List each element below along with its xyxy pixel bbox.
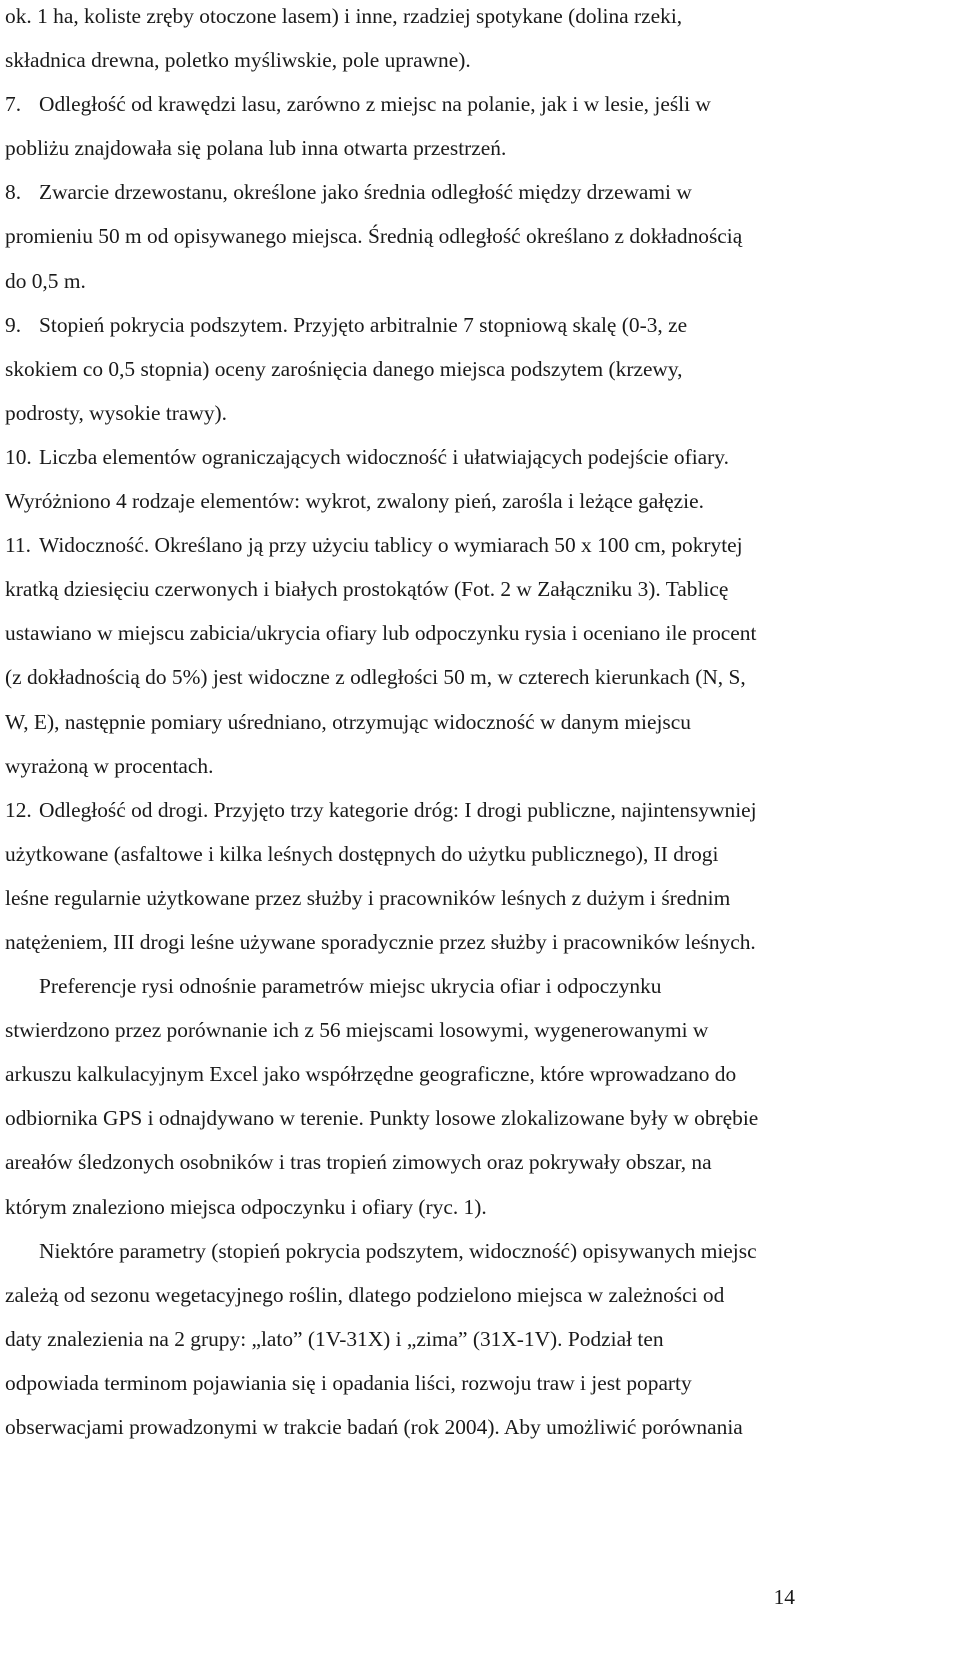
text-line: promieniu 50 m od opisywanego miejsca. Średnią odległość określano z dokładnością [5, 224, 743, 249]
text-line: wyrażoną w procentach. [5, 753, 214, 778]
text-line: daty znalezienia na 2 grupy: „lato” (1V-31X) i „zima” (31X-1V). Podział ten [5, 1326, 664, 1351]
text-line: składnica drewna, poletko myśliwskie, pole uprawne). [5, 48, 471, 73]
text-line: Widoczność. Określano ją przy użyciu tablicy o wymiarach 50 x 100 cm, pokrytej [39, 533, 743, 558]
text-line: skokiem co 0,5 stopnia) oceny zarośnięcia danego miejsca podszytem (krzewy, [5, 356, 683, 381]
text-line: natężeniem, III drogi leśne używane sporadycznie przez służby i pracowników leśnych. [5, 929, 756, 954]
text-line: odpowiada terminom pojawiania się i opadania liści, rozwoju traw i jest poparty [5, 1370, 692, 1395]
text-line: Odległość od krawędzi lasu, zarówno z miejsc na polanie, jak i w lesie, jeśli w [39, 92, 711, 117]
text-line: do 0,5 m. [5, 268, 86, 293]
list-number: 7. [5, 92, 22, 117]
text-line: W, E), następnie pomiary uśredniano, otrzymując widoczność w danym miejscu [5, 709, 691, 734]
paragraph-start: Preferencje rysi odnośnie parametrów miejsc ukrycia ofiar i odpoczynku [39, 974, 662, 999]
text-line: kratką dziesięciu czerwonych i białych prostokątów (Fot. 2 w Załączniku 3). Tablicę [5, 577, 729, 602]
page-number: 14 [773, 1585, 795, 1609]
list-number: 12. [5, 797, 32, 822]
text-line: Liczba elementów ograniczających widoczność i ułatwiających podejście ofiary. [39, 444, 729, 469]
list-number: 10. [5, 444, 32, 469]
list-number: 9. [5, 312, 22, 337]
text-line: którym znaleziono miejsca odpoczynku i ofiary (ryc. 1). [5, 1194, 487, 1219]
list-item-12 [5, 788, 910, 832]
text-line: Odległość od drogi. Przyjęto trzy kategorie dróg: I drogi publiczne, najintensywniej [39, 797, 757, 822]
text-line: odbiornika GPS i odnajdywano w terenie. Punkty losowe zlokalizowane były w obrębie [5, 1106, 759, 1131]
list-number: 11. [5, 533, 31, 558]
text-line: stwierdzono przez porównanie ich z 56 miejscami losowymi, wygenerowanymi w [5, 1018, 709, 1043]
text-line: arkuszu kalkulacyjnym Excel jako współrzędne geograficzne, które wprowadzano do [5, 1062, 737, 1087]
list-item-11 [5, 523, 910, 567]
text-line: obserwacjami prowadzonymi w trakcie badań (rok 2004). Aby umożliwić porównania [5, 1415, 743, 1439]
text-line: Zwarcie drzewostanu, określone jako średnia odległość między drzewami w [39, 180, 692, 205]
text-line: Stopień pokrycia podszytem. Przyjęto arbitralnie 7 stopniową skalę (0-3, ze [39, 312, 688, 337]
text-line: zależą od sezonu wegetacyjnego roślin, dlatego podzielono miejsca w zależności od [5, 1282, 725, 1307]
list-number: 8. [5, 180, 22, 205]
paragraph-start: Niektóre parametry (stopień pokrycia podszytem, widoczność) opisywanych miejsc [39, 1238, 757, 1263]
text-line: leśne regularnie użytkowane przez służby i pracowników leśnych z dużym i średnim [5, 885, 731, 910]
list-item-10 [5, 435, 910, 479]
list-item-8 [5, 170, 910, 214]
list-item-7 [5, 82, 910, 126]
text-line: ustawiano w miejscu zabicia/ukrycia ofiary lub odpoczynku rysia i oceniano ile procent [5, 621, 757, 646]
text-line: pobliżu znajdowała się polana lub inna otwarta przestrzeń. [5, 136, 507, 161]
text-line: użytkowane (asfaltowe i kilka leśnych dostępnych do użytku publicznego), II drogi [5, 841, 719, 866]
text-line: ok. 1 ha, koliste zręby otoczone lasem) i inne, rzadziej spotykane (dolina rzeki, [5, 4, 683, 28]
body-text [5, 0, 910, 1449]
text-line: Wyróżniono 4 rodzaje elementów: wykrot, zwalony pień, zarośla i leżące gałęzie. [5, 489, 704, 514]
list-item-9 [5, 303, 910, 347]
text-line: podrosty, wysokie trawy). [5, 400, 227, 425]
text-line: areałów śledzonych osobników i tras tropień zimowych oraz pokrywały obszar, na [5, 1150, 712, 1175]
text-line: (z dokładnością do 5%) jest widoczne z odległości 50 m, w czterech kierunkach (N, S, [5, 665, 746, 690]
